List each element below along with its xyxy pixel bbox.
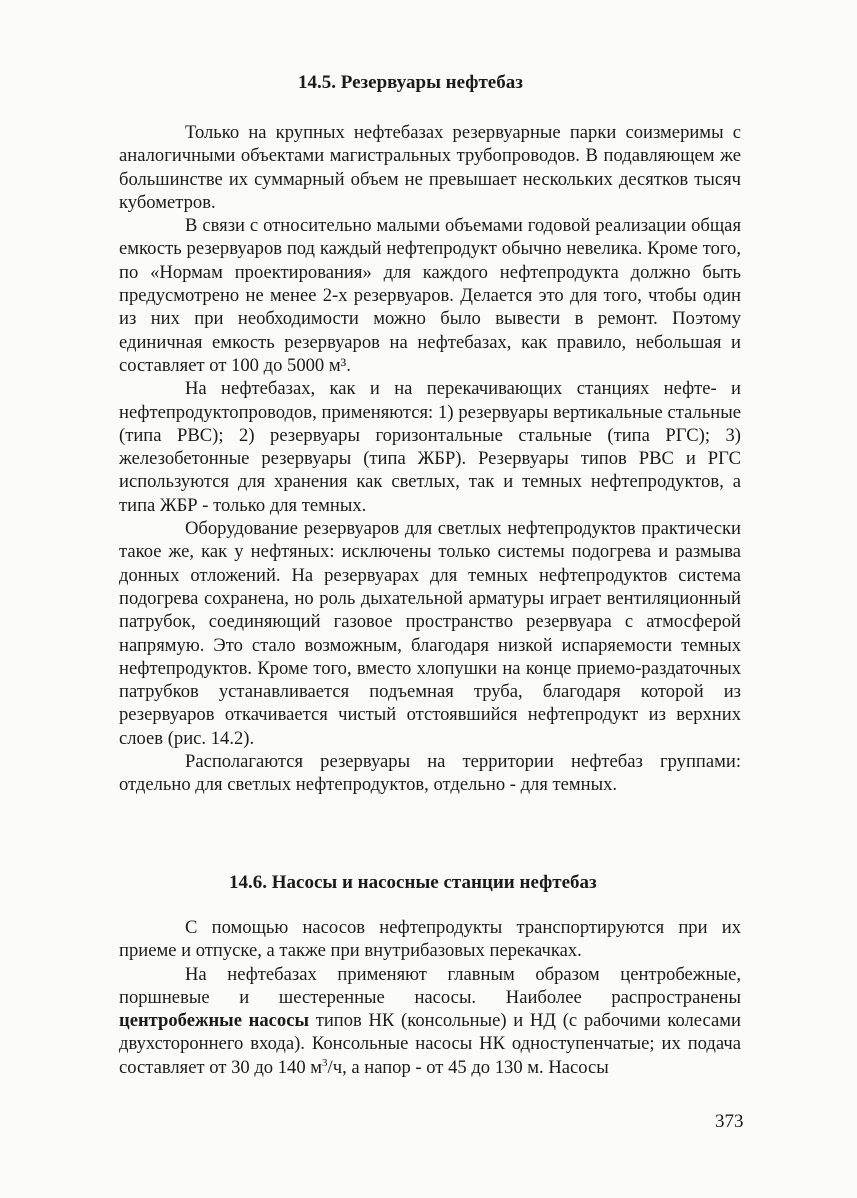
paragraph: Только на крупных нефтебазах резервуарные парки соизмеримы с аналогичными объектами магистральных трубопроводов. В подавляющем же большинстве их суммарный объем не превышает нескольких десятков тысяч кубометров. — [119, 122, 741, 213]
section-body-reservoirs — [119, 121, 741, 797]
superscript: 3 — [322, 1056, 328, 1069]
paragraph: Располагаются резервуары на территории нефтебаз группами: отдельно для светлых нефтепродуктов, отдельно - для темных. — [119, 751, 741, 796]
paragraph: В связи с относительно малыми объемами годовой реализации общая емкость резервуаров под каждый нефтепродукт обычно невелика. Кроме того, по «Нормам проектирования» для каждого нефтепродукта должно быть предусмотрено не менее 2-х резервуаров. Делается это для того, чтобы один из них при необходимости можно было вывести в ремонт. Поэтому единичная емкость резервуаров на нефтебазах, как правило, небольшая и составляет от 100 до 5000 м³. — [119, 215, 741, 376]
paragraph: Оборудование резервуаров для светлых нефтепродуктов практически такое же, как у нефтяных: исключены только системы подогрева и размыва донных отложений. На резервуарах для темных нефтепродуктов система подогрева сохранена, но роль дыхательной арматуры играет вентиляционный патрубок, соединяющий газовое пространство резервуара с атмосферой напрямую. Это стало возможным, благодаря низкой испаряемости темных нефтепродуктов. Кроме того, вместо хлопушки на конце приемо-раздаточных патрубков устанавливается подъемная труба, благодаря которой из резервуаров откачивается чистый отстоявшийся нефтепродукт из верхних слоев (рис. 14.2). — [119, 518, 741, 749]
text-run: типов НК (консольные) и НД (с рабочими колесами двухстороннего входа). Консольные насосы НК одноступенчатые; их подача составляет от 30 до 140 м — [119, 1010, 741, 1078]
section-body-pumps — [119, 916, 741, 1079]
page-number: 373 — [715, 1111, 744, 1132]
section-title-reservoirs: 14.5. Резервуары нефтебаз — [298, 72, 523, 93]
paragraph — [119, 963, 741, 1079]
paragraph: С помощью насосов нефтепродукты транспортируются при их приеме и отпуске, а также при внутрибазовых перекачках. — [119, 917, 741, 962]
section-title-pumps: 14.6. Насосы и насосные станции нефтебаз — [229, 872, 597, 893]
text-run: На нефтебазах применяют главным образом центробежные, поршневые и шестеренные насосы. Наиболее распространены — [119, 963, 741, 1008]
paragraph: На нефтебазах, как и на перекачивающих станциях нефте- и нефтепродуктопроводов, применяются: 1) резервуары вертикальные стальные (типа РВС); 2) резервуары горизонтальные стальные (типа РГС); 3) железобетонные резервуары (типа ЖБР). Резервуары типов РВС и РГС используются для хранения как светлых, так и темных нефтепродуктов, а типа ЖБР - только для темных. — [119, 378, 741, 516]
bold-term: центробежные насосы — [119, 1010, 309, 1032]
text-run: /ч, а напор - от 45 до 130 м. Насосы — [327, 1056, 609, 1078]
